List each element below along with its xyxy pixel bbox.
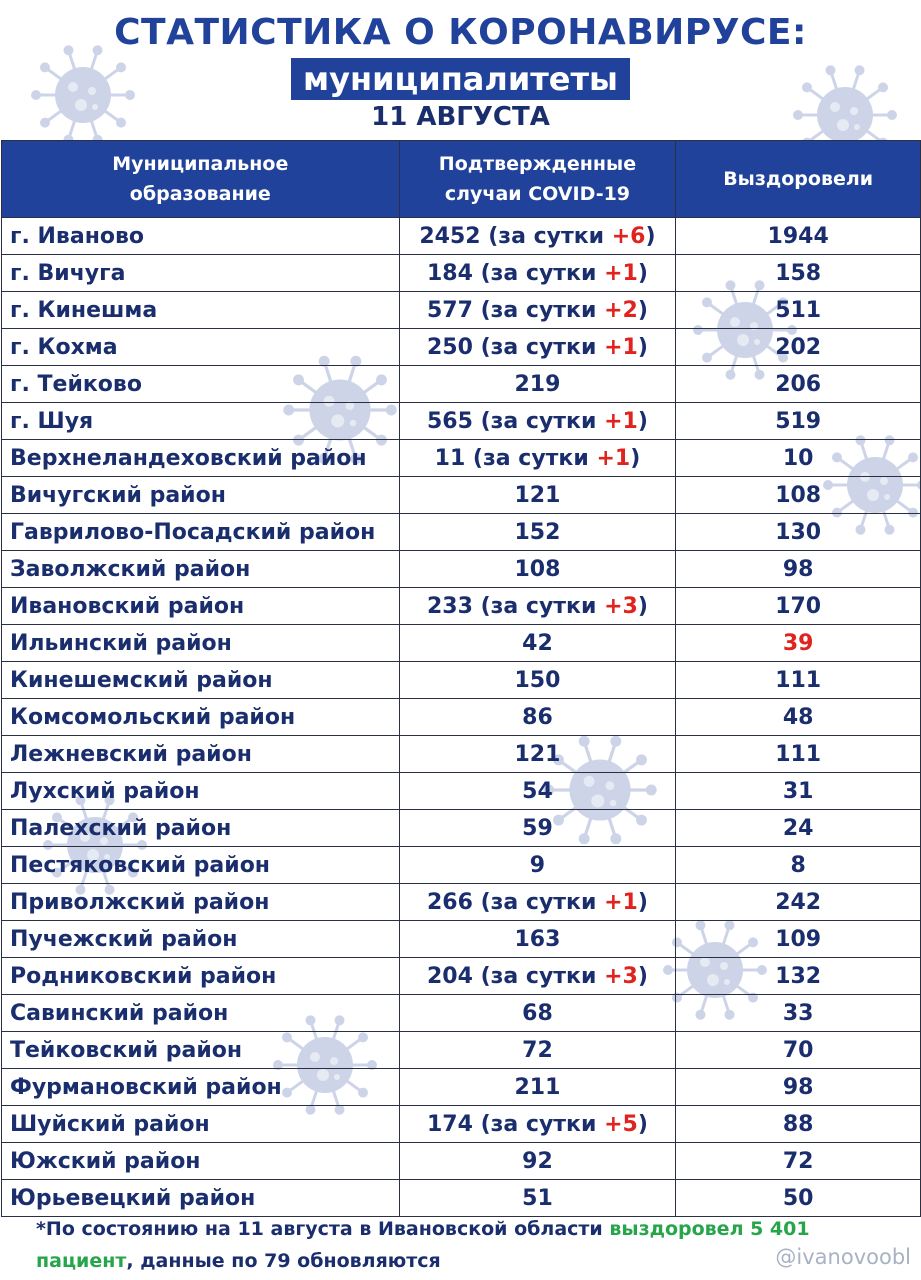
municipality-name: г. Кинешма [2, 292, 400, 329]
table-row [2, 329, 921, 366]
confirmed-cases [399, 773, 676, 810]
cases-value: 219 [514, 371, 561, 397]
confirmed-cases [399, 514, 676, 551]
municipality-name: Юрьевецкий район [2, 1180, 400, 1217]
recovered-count: 109 [676, 921, 921, 958]
subtitle-banner [0, 58, 921, 100]
confirmed-cases [399, 551, 676, 588]
recovered-count: 8 [676, 847, 921, 884]
municipalities-table [1, 140, 921, 1217]
table-row [2, 884, 921, 921]
cases-value: 51 [522, 1185, 553, 1211]
municipality-name: г. Иваново [2, 218, 400, 255]
table-row [2, 403, 921, 440]
cases-value: 68 [522, 1000, 553, 1026]
municipality-name: Заволжский район [2, 551, 400, 588]
recovered-count: 108 [676, 477, 921, 514]
confirmed-cases [399, 1143, 676, 1180]
cases-value: 266 [426, 889, 473, 915]
table-row [2, 255, 921, 292]
confirmed-cases: 2452 (за сутки +6) [399, 218, 676, 255]
cases-value: 184 [426, 260, 473, 286]
daily-label: за сутки [490, 334, 597, 360]
table-row [2, 218, 921, 255]
confirmed-cases [399, 366, 676, 403]
confirmed-cases: 250 (за сутки +1) [399, 329, 676, 366]
recovered-count: 50 [676, 1180, 921, 1217]
daily-increase: +6 [611, 223, 646, 249]
municipality-name: Лухский район [2, 773, 400, 810]
daily-label: за сутки [490, 1111, 597, 1137]
table-row [2, 514, 921, 551]
daily-label: за сутки [490, 260, 597, 286]
cases-value: 163 [514, 926, 561, 952]
table-row [2, 1143, 921, 1180]
page-title: СТАТИСТИКА О КОРОНАВИРУСЕ: [114, 12, 807, 53]
municipality-name: Комсомольский район [2, 699, 400, 736]
table-row [2, 625, 921, 662]
municipality-name: Палехский район [2, 810, 400, 847]
table-row [2, 1180, 921, 1217]
daily-increase: +1 [596, 445, 631, 471]
municipality-name: Пучежский район [2, 921, 400, 958]
recovered-count: 1944 [676, 218, 921, 255]
recovered-count: 132 [676, 958, 921, 995]
table-header-row [2, 141, 921, 218]
recovered-count: 70 [676, 1032, 921, 1069]
recovered-count: 111 [676, 736, 921, 773]
cases-value: 204 [426, 963, 473, 989]
recovered-count: 111 [676, 662, 921, 699]
municipality-name: Ивановский район [2, 588, 400, 625]
daily-increase: +3 [604, 593, 638, 619]
municipality-name: Верхнеландеховский район [2, 440, 400, 477]
municipality-name: Южский район [2, 1143, 400, 1180]
cases-value: 152 [514, 519, 561, 545]
column-header-line: случаи COVID-19 [444, 183, 631, 205]
cases-value: 233 [426, 593, 473, 619]
municipality-name: г. Тейково [2, 366, 400, 403]
table-row [2, 1069, 921, 1106]
cases-value: 565 [426, 408, 473, 434]
table-row [2, 440, 921, 477]
table-row [2, 588, 921, 625]
report-date: 11 АВГУСТА [371, 102, 550, 132]
confirmed-cases: 233 (за сутки +3) [399, 588, 676, 625]
recovered-count: 158 [676, 255, 921, 292]
footnote-highlight: пациент [36, 1250, 127, 1272]
recovered-count: 242 [676, 884, 921, 921]
recovered-count: 39 [676, 625, 921, 662]
cases-value: 2452 [419, 223, 481, 249]
confirmed-cases [399, 736, 676, 773]
page-subtitle: муниципалитеты [291, 58, 630, 100]
daily-label: за сутки [490, 889, 597, 915]
recovered-count: 519 [676, 403, 921, 440]
daily-increase: +1 [604, 408, 638, 434]
table-row [2, 662, 921, 699]
cases-value: 211 [514, 1074, 561, 1100]
table-row [2, 995, 921, 1032]
recovered-count: 130 [676, 514, 921, 551]
municipality-name: Лежневский район [2, 736, 400, 773]
daily-label: за сутки [490, 593, 597, 619]
cases-value: 121 [514, 482, 561, 508]
confirmed-cases [399, 995, 676, 1032]
cases-value: 250 [426, 334, 473, 360]
municipality-name: Вичугский район [2, 477, 400, 514]
column-header-line: Подтвержденные [438, 153, 637, 175]
cases-value: 9 [529, 852, 546, 878]
municipality-name: Гаврилово-Посадский район [2, 514, 400, 551]
cases-value: 72 [522, 1037, 553, 1063]
daily-label: за сутки [490, 963, 597, 989]
daily-label: за сутки [482, 445, 589, 471]
table-row [2, 292, 921, 329]
cases-value: 174 [426, 1111, 473, 1137]
footnote-highlight: выздоровел 5 401 [609, 1218, 810, 1240]
cases-value: 108 [514, 556, 561, 582]
column-header-municipality [2, 141, 400, 218]
municipality-name: г. Вичуга [2, 255, 400, 292]
footnote-text: , данные по 79 обновляются [126, 1250, 441, 1272]
confirmed-cases: 565 (за сутки +1) [399, 403, 676, 440]
cases-value: 11 [434, 445, 466, 471]
recovered-count: 33 [676, 995, 921, 1032]
confirmed-cases [399, 810, 676, 847]
confirmed-cases [399, 921, 676, 958]
footnote [36, 1213, 896, 1277]
confirmed-cases: 184 (за сутки +1) [399, 255, 676, 292]
table-row [2, 810, 921, 847]
confirmed-cases: 174 (за сутки +5) [399, 1106, 676, 1143]
table-row [2, 847, 921, 884]
confirmed-cases [399, 477, 676, 514]
daily-increase: +3 [604, 963, 638, 989]
municipality-name: Шуйский район [2, 1106, 400, 1143]
recovered-count: 48 [676, 699, 921, 736]
table-row [2, 921, 921, 958]
daily-increase: +5 [604, 1111, 638, 1137]
confirmed-cases [399, 847, 676, 884]
daily-label: за сутки [490, 297, 597, 323]
municipality-name: Савинский район [2, 995, 400, 1032]
recovered-count: 24 [676, 810, 921, 847]
recovered-count: 98 [676, 1069, 921, 1106]
municipality-name: г. Шуя [2, 403, 400, 440]
recovered-count: 170 [676, 588, 921, 625]
cases-value: 150 [514, 667, 561, 693]
cases-value: 42 [522, 630, 553, 656]
column-header-line: Муниципальное [112, 153, 289, 175]
cases-value: 59 [522, 815, 553, 841]
cases-value: 577 [426, 297, 473, 323]
column-header-line: Выздоровели [723, 168, 874, 190]
cases-value: 54 [522, 778, 553, 804]
confirmed-cases [399, 1180, 676, 1217]
column-header-cases [399, 141, 676, 218]
recovered-count: 88 [676, 1106, 921, 1143]
municipality-name: Пестяковский район [2, 847, 400, 884]
footnote-text: *По состоянию на 11 августа в Ивановской области [36, 1218, 610, 1240]
table-row [2, 736, 921, 773]
recovered-count: 202 [676, 329, 921, 366]
column-header-recovered [676, 141, 921, 218]
table-row [2, 1032, 921, 1069]
confirmed-cases: 577 (за сутки +2) [399, 292, 676, 329]
cases-value: 86 [522, 704, 553, 730]
column-header-line: образование [129, 183, 271, 205]
recovered-count: 31 [676, 773, 921, 810]
daily-increase: +1 [604, 889, 638, 915]
table-row [2, 366, 921, 403]
table-row [2, 477, 921, 514]
confirmed-cases [399, 1032, 676, 1069]
municipality-name: Тейковский район [2, 1032, 400, 1069]
daily-increase: +1 [604, 260, 638, 286]
recovered-count: 511 [676, 292, 921, 329]
confirmed-cases: 204 (за сутки +3) [399, 958, 676, 995]
social-handle: @ivanovoobl [775, 1245, 911, 1269]
daily-increase: +2 [604, 297, 638, 323]
municipality-name: Фурмановский район [2, 1069, 400, 1106]
daily-label: за сутки [490, 408, 597, 434]
confirmed-cases: 266 (за сутки +1) [399, 884, 676, 921]
confirmed-cases [399, 662, 676, 699]
cases-value: 92 [522, 1148, 553, 1174]
confirmed-cases: 11 (за сутки +1) [399, 440, 676, 477]
municipality-name: Ильинский район [2, 625, 400, 662]
recovered-count: 10 [676, 440, 921, 477]
daily-label: за сутки [498, 223, 605, 249]
recovered-count: 206 [676, 366, 921, 403]
cases-value: 121 [514, 741, 561, 767]
table-row [2, 699, 921, 736]
municipality-name: Кинешемский район [2, 662, 400, 699]
confirmed-cases [399, 625, 676, 662]
daily-increase: +1 [604, 334, 638, 360]
table-row [2, 1106, 921, 1143]
municipality-name: Родниковский район [2, 958, 400, 995]
confirmed-cases [399, 1069, 676, 1106]
table-row [2, 958, 921, 995]
municipality-name: г. Кохма [2, 329, 400, 366]
table-row [2, 773, 921, 810]
recovered-count: 72 [676, 1143, 921, 1180]
recovered-count: 98 [676, 551, 921, 588]
municipality-name: Приволжский район [2, 884, 400, 921]
confirmed-cases [399, 699, 676, 736]
table-row [2, 551, 921, 588]
